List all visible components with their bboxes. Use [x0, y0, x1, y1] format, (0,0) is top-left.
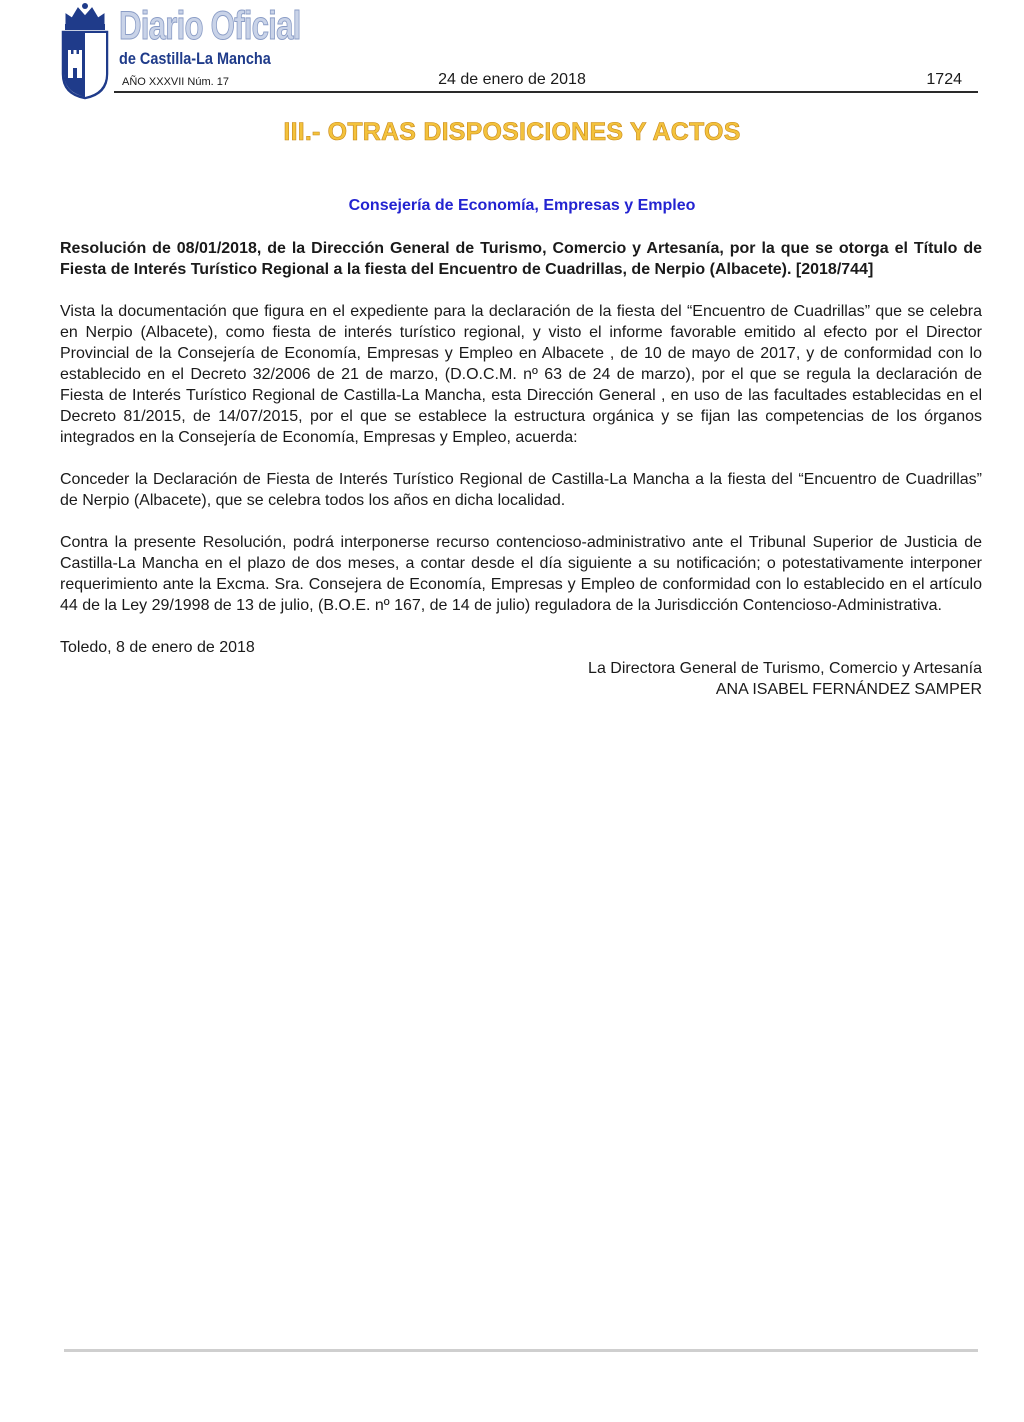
document-body [60, 238, 982, 700]
footer-divider [64, 1349, 978, 1352]
body-paragraph: Vista la documentación que figura en el expediente para la declaración de la fiesta del “Encuentro de Cuadrillas” que se celebra en Nerpio (Albacete), como fiesta de interés turístico regional, y visto el informe favorable emitido al efecto por el Director Provincial de la Consejería de Economía, Empresas y Empleo en Albacete , de 10 de mayo de 2017, y de conformidad con lo establecido en el Decreto 32/2006 de 21 de marzo, (D.O.C.M. nº 63 de 24 de marzo), por el que se regula la declaración de Fiesta de Interés Turístico Regional de Castilla-La Mancha, esta Dirección General , en uso de las facultades establecidas en el Decreto 81/2015, de 14/07/2015, por el que se establece la estructura orgánica y se fijan las competencias de los órganos integrados en la Consejería de Economía, Empresas y Empleo, acuerda: [60, 303, 982, 446]
issue-number: AÑO XXXVII Núm. 17 [122, 76, 229, 88]
signatory-name: ANA ISABEL FERNÁNDEZ SAMPER [715, 681, 982, 698]
ministry-heading: Consejería de Economía, Empresas y Empleo [348, 197, 696, 214]
page-header [0, 0, 1024, 100]
masthead-title: Diario Oficial [119, 4, 301, 48]
section-title: III.- OTRAS DISPOSICIONES Y ACTOS [283, 118, 741, 146]
body-paragraph: Conceder la Declaración de Fiesta de Interés Turístico Regional de Castilla-La Mancha a la fiesta del “Encuentro de Cuadrillas” de Nerpio (Albacete), que se celebra todos los años en dicha localidad. [60, 471, 982, 509]
place-and-date: Toledo, 8 de enero de 2018 [60, 639, 255, 656]
signatory-position: La Directora General de Turismo, Comercio y Artesanía [588, 660, 982, 677]
masthead-subtitle: de Castilla-La Mancha [119, 49, 271, 68]
page-number: 1724 [926, 71, 962, 88]
publication-date: 24 de enero de 2018 [438, 71, 586, 88]
resolution-title: Resolución de 08/01/2018, de la Dirección General de Turismo, Comercio y Artesanía, por la que se otorga el Título de Fiesta de Interés Turístico Regional a la fiesta del Encuentro de Cuadrillas, de Nerpio (Albacete). [2018/744] [60, 240, 982, 278]
body-paragraph: Contra la presente Resolución, podrá interponerse recurso contencioso-administrativo ante el Tribunal Superior de Justicia de Castilla-La Mancha en el plazo de dos meses, a contar desde el día siguiente a su notificación; o potestativamente interponer requerimiento ante la Excma. Sra. Consejera de Economía, Empresas y Empleo de conformidad con lo establecido en el artículo 44 de la Ley 29/1998 de 13 de julio, (B.O.E. nº 167, de 14 de julio) reguladora de la Jurisdicción Contencioso-Administrativa. [60, 534, 982, 614]
masthead-logo [116, 4, 301, 70]
header-divider [114, 91, 978, 93]
